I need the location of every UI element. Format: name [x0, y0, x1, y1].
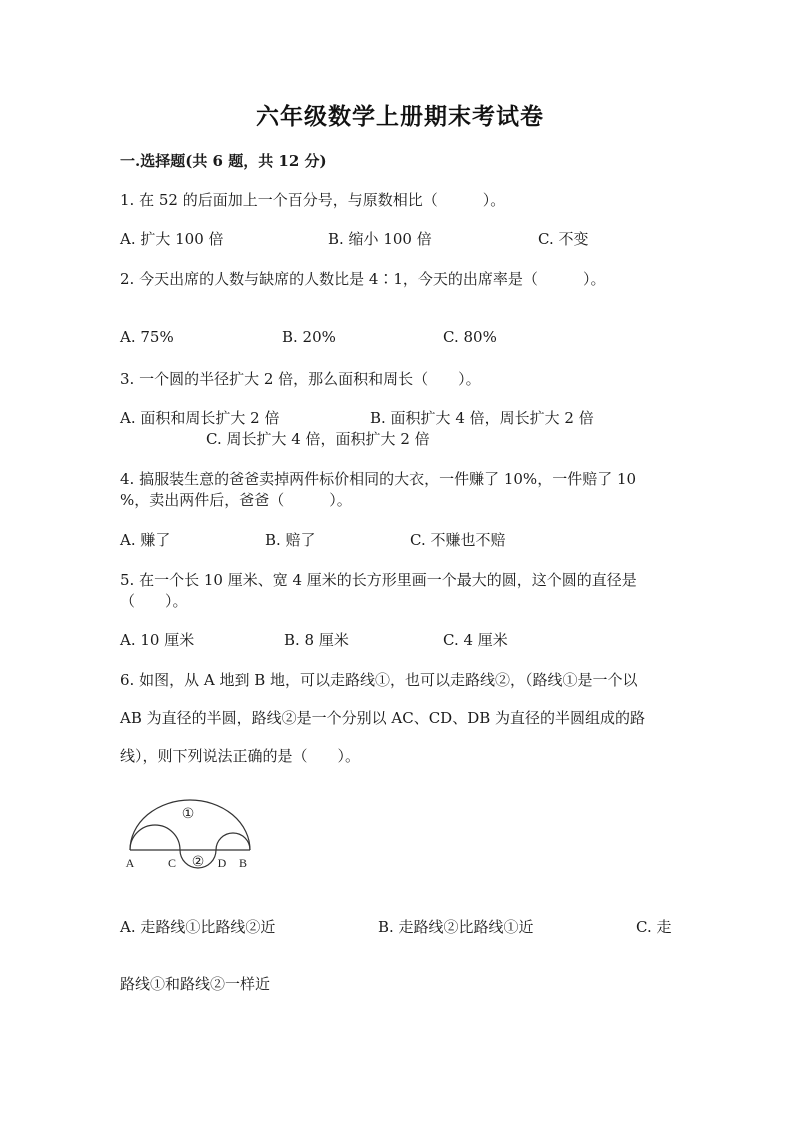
question-4-option-c[interactable]: C. 不赚也不赔 [410, 531, 506, 549]
question-5-option-a[interactable]: A. 10 厘米 [120, 631, 195, 649]
question-4-stem-line-1: 4. 搞服装生意的爸爸卖掉两件标价相同的大衣，一件赚了 10%，一件赔了 10 [120, 470, 637, 488]
question-6-stem-line-2: AB 为直径的半圆，路线②是一个分别以 AC、CD、DB 为直径的半圆组成的路 [120, 709, 646, 727]
question-3-option-a[interactable]: A. 面积和周长扩大 2 倍 [120, 409, 280, 427]
question-4-stem-line-2: %，卖出两件后，爸爸（ ）。 [120, 491, 352, 509]
point-d-label: D [217, 856, 227, 870]
question-2-option-c[interactable]: C. 80% [443, 328, 497, 346]
question-6-stem-line-1: 6. 如图，从 A 地到 B 地，可以走路线①，也可以走路线②，（路线①是一个以 [120, 671, 638, 689]
question-6-option-b[interactable]: B. 走路线②比路线①近 [378, 918, 534, 936]
route-2-label: ② [191, 854, 205, 870]
page-title: 六年级数学上册期末考试卷 [256, 103, 544, 130]
question-6-option-c-continued[interactable]: 路线①和路线②一样近 [120, 975, 271, 993]
question-5-stem-line-1: 5. 在一个长 10 厘米、宽 4 厘米的长方形里画一个最大的圆，这个圆的直径是 [120, 571, 637, 589]
route-1-label: ① [181, 806, 195, 822]
question-3-stem: 3. 一个圆的半径扩大 2 倍，那么面积和周长（ ）。 [120, 370, 481, 388]
question-4-option-a[interactable]: A. 赚了 [120, 531, 171, 549]
question-5-option-b[interactable]: B. 8 厘米 [284, 631, 349, 649]
question-4-option-b[interactable]: B. 赔了 [265, 531, 316, 549]
question-1-option-c[interactable]: C. 不变 [538, 230, 589, 248]
question-5-stem-line-2: （ ）。 [120, 592, 188, 610]
question-6-option-c[interactable]: C. 走 [636, 918, 672, 936]
question-3-option-c[interactable]: C. 周长扩大 4 倍，面积扩大 2 倍 [206, 430, 430, 448]
point-a-label: A [125, 856, 135, 870]
route-2-arc-db [216, 833, 250, 850]
question-5-option-c[interactable]: C. 4 厘米 [443, 631, 508, 649]
section-heading: 一.选择题(共 6 题，共 12 分) [120, 152, 327, 170]
question-2-option-b[interactable]: B. 20% [282, 328, 336, 346]
question-6-stem-line-3: 线），则下列说法正确的是（ ）。 [120, 747, 361, 765]
question-1-option-a[interactable]: A. 扩大 100 倍 [120, 230, 224, 248]
point-c-label: C [167, 856, 177, 870]
question-1-stem: 1. 在 52 的后面加上一个百分号，与原数相比（ ）。 [120, 191, 506, 209]
question-2-option-a[interactable]: A. 75% [120, 328, 174, 346]
route-2-arc-ac [130, 825, 180, 850]
question-6-option-a[interactable]: A. 走路线①比路线②近 [120, 918, 276, 936]
route-diagram [120, 795, 260, 877]
question-3-option-b[interactable]: B. 面积扩大 4 倍，周长扩大 2 倍 [370, 409, 594, 427]
question-1-option-b[interactable]: B. 缩小 100 倍 [328, 230, 432, 248]
question-2-stem: 2. 今天出席的人数与缺席的人数比是 4∶1，今天的出席率是（ ）。 [120, 270, 606, 288]
point-b-label: B [238, 856, 248, 870]
